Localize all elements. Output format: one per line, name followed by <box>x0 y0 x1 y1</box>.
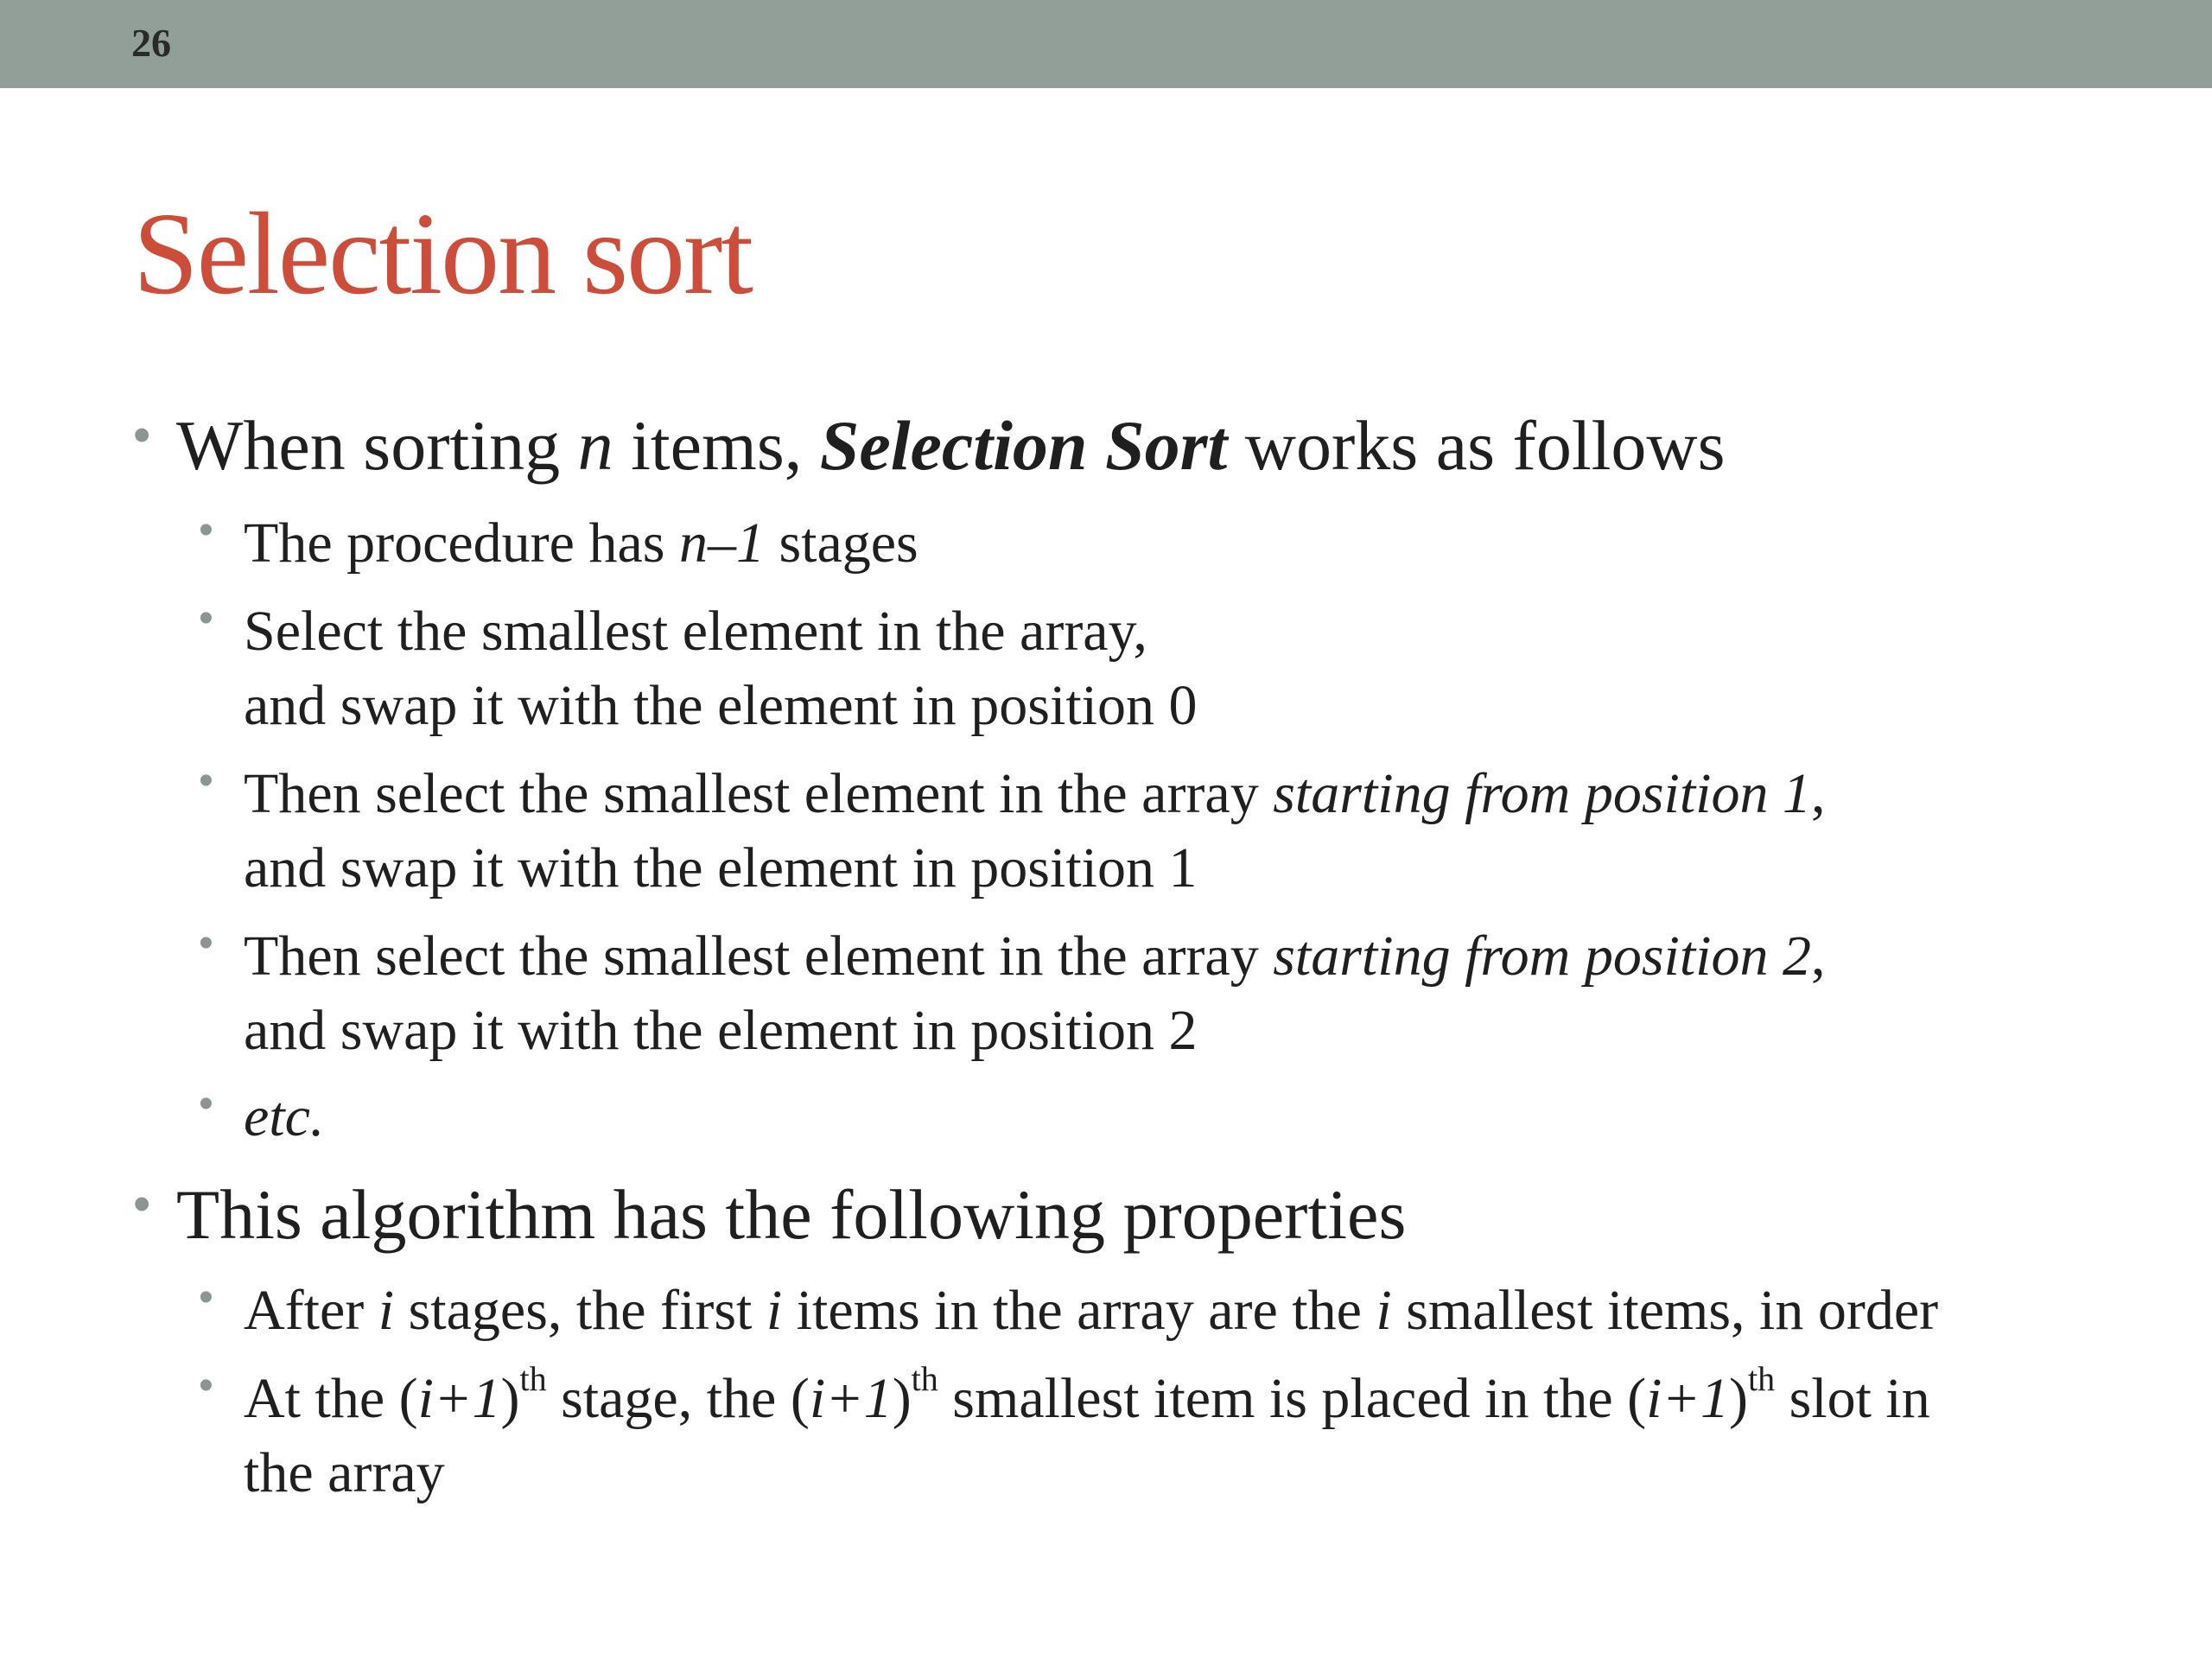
sub-bullet-1-3: Then select the smallest element in the array starting from position 1, and swap it with the element in position 1 <box>244 762 1826 899</box>
bullet-icon: • <box>199 1363 213 1408</box>
bullet-icon: • <box>133 1176 151 1232</box>
sub-bullet-2-1: After i stages, the first i items in the array are the i smallest items, in order <box>244 1279 1939 1342</box>
header-bar <box>0 0 2212 88</box>
slide-number: 26 <box>131 21 171 65</box>
sub-bullet-2-2: At the $(i+1)^{th}$ stage, the $(i+1)^{th}$ smallest item is placed in the $(i+1)^{th}$ slot in the array <box>244 1359 1930 1504</box>
bullet-icon: • <box>199 507 213 553</box>
bullet-1: When sorting n items, Selection Sort works as follows <box>176 406 1726 485</box>
bullet-icon: • <box>199 1274 213 1320</box>
sub-bullet-1-4: Then select the smallest element in the array starting from position 2, and swap it with the element in position 2 <box>244 925 1826 1062</box>
slide-title: Selection sort <box>133 189 753 319</box>
bullet-2: This algorithm has the following properties <box>176 1175 1407 1254</box>
sub-bullet-1-2: Select the smallest element in the array, and swap it with the element in position 0 <box>244 600 1198 737</box>
bullet-icon: • <box>199 595 213 641</box>
bullet-icon: • <box>199 920 213 966</box>
sub-bullet-1-1: The procedure has n–1 stages <box>244 512 918 575</box>
bullet-icon: • <box>199 1081 213 1127</box>
bullet-icon: • <box>199 758 213 804</box>
bullet-icon: • <box>133 407 151 463</box>
sub-bullet-1-5: etc. <box>244 1085 325 1148</box>
